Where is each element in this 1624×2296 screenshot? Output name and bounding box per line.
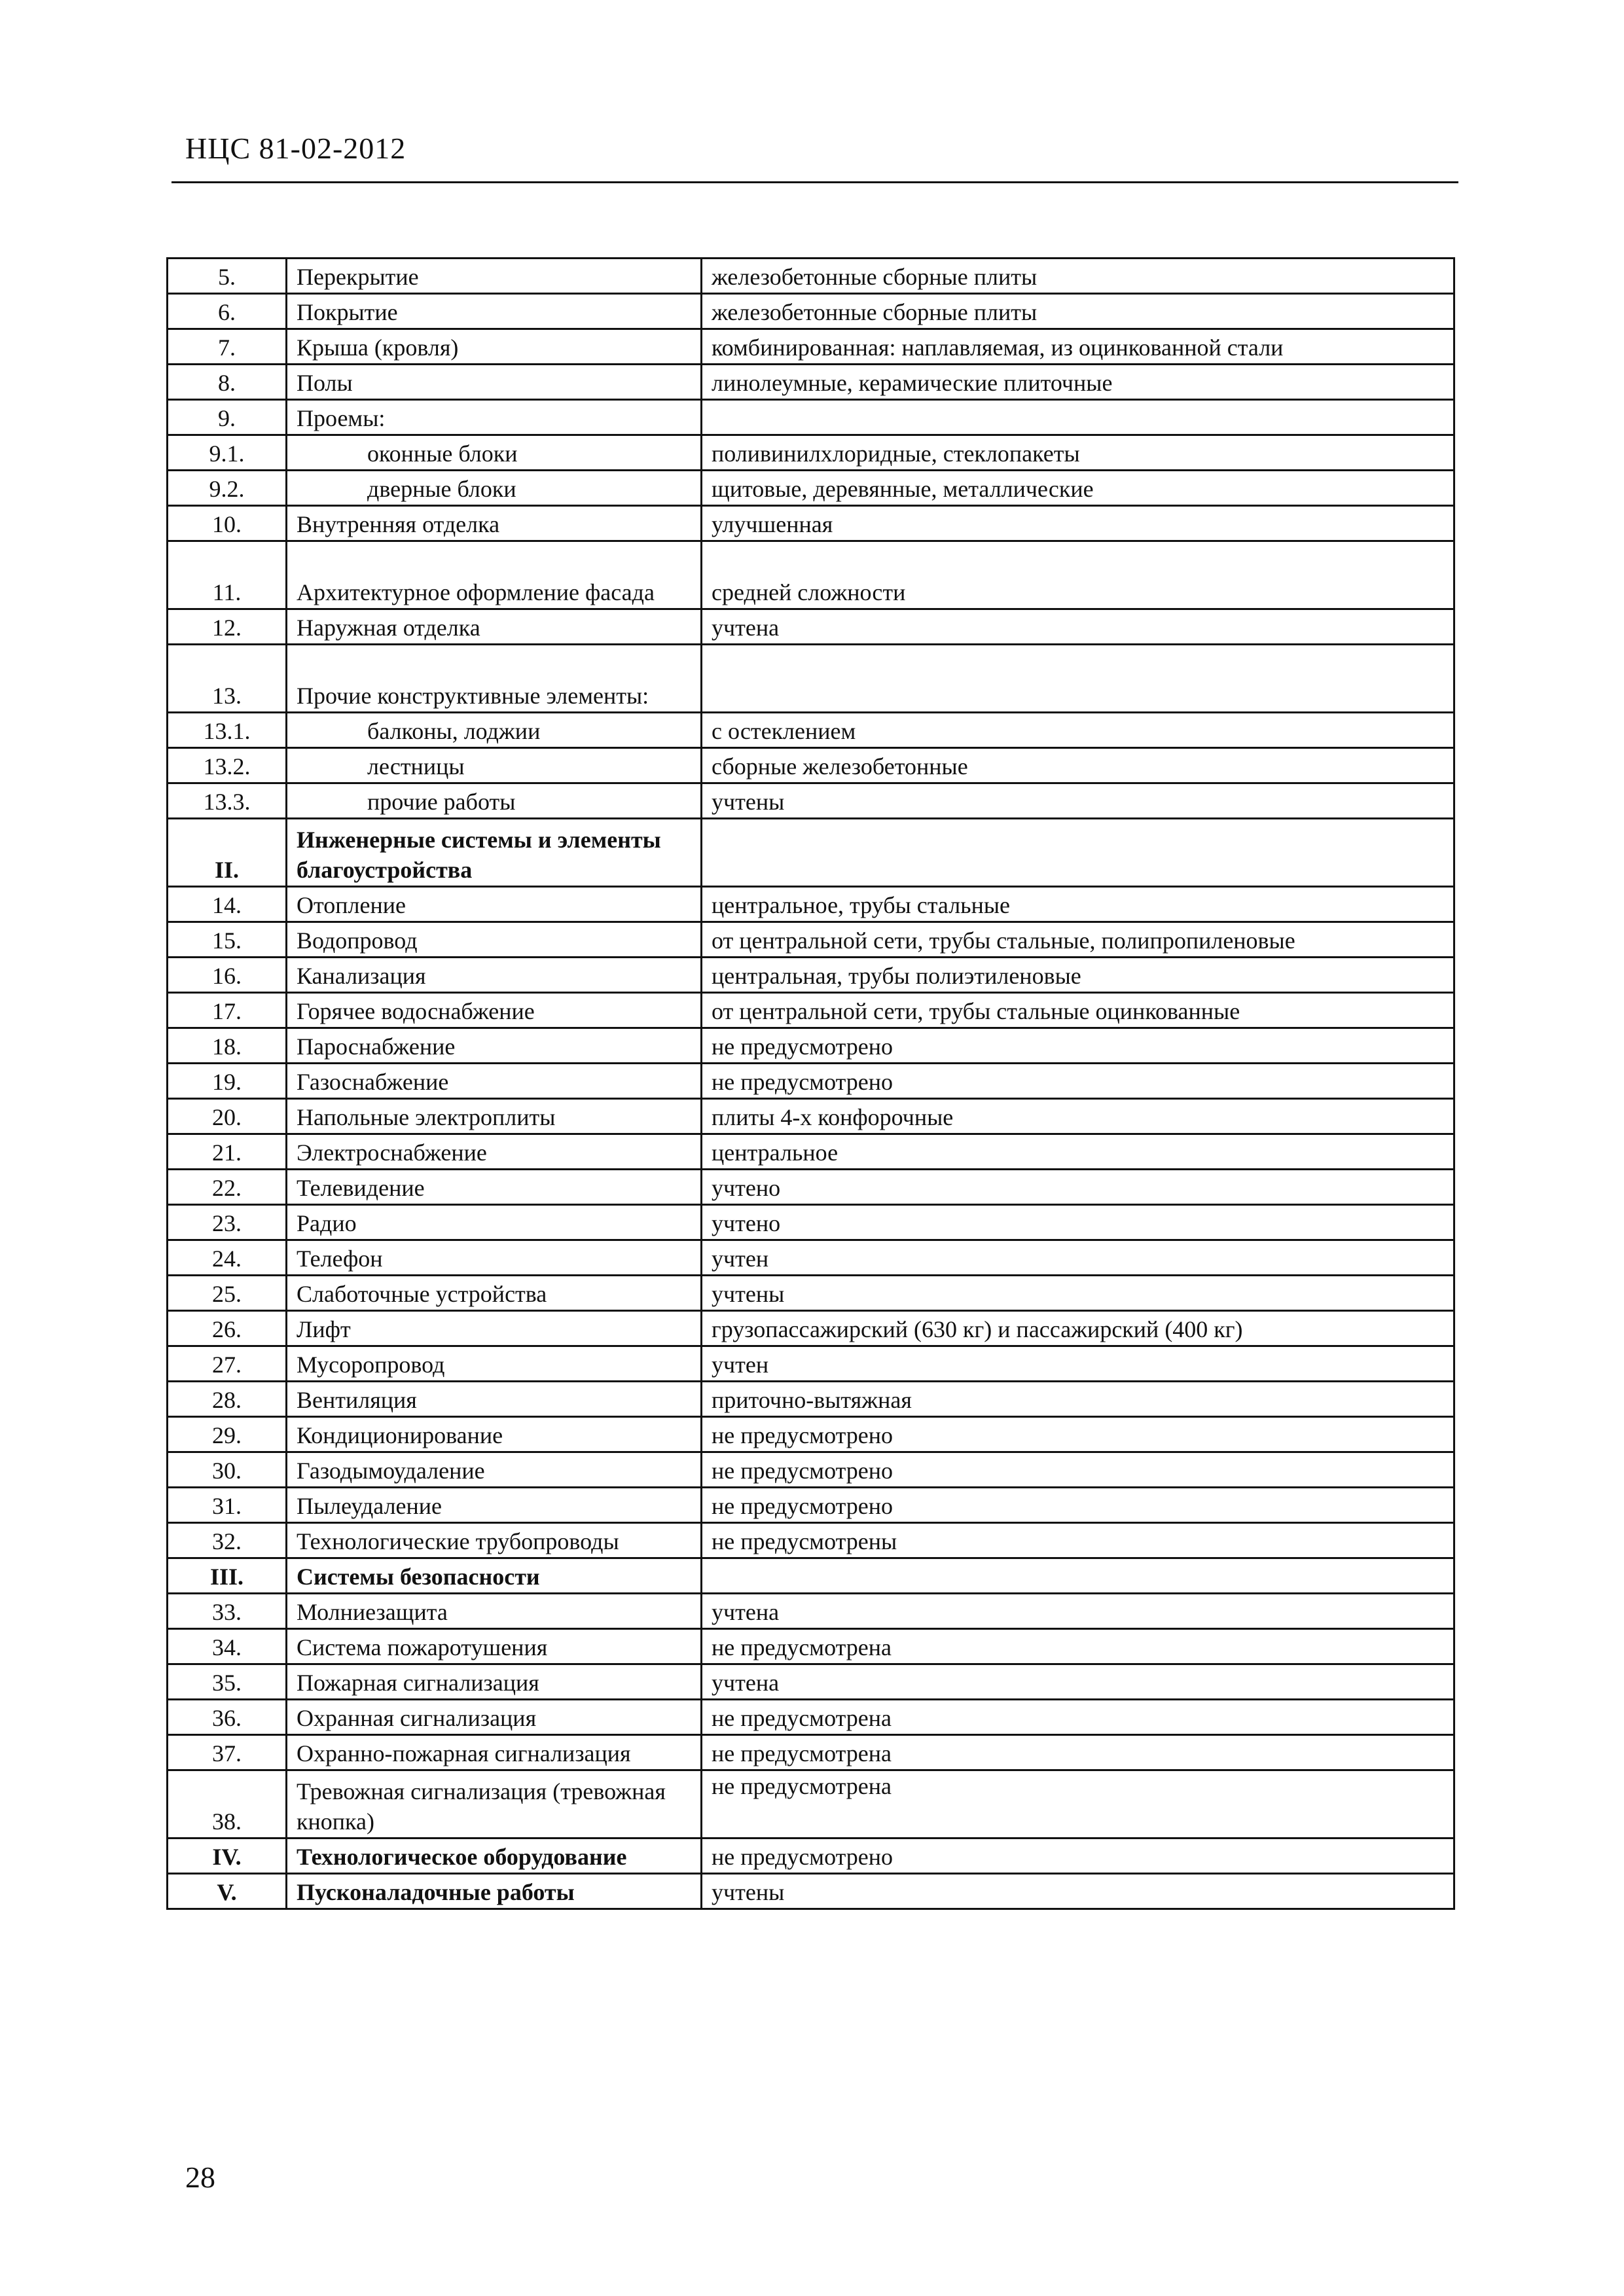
- row-number: 23.: [168, 1205, 287, 1240]
- row-element-value: учтена: [702, 1664, 1454, 1700]
- row-element-value: от центральной сети, трубы стальные, полипропиленовые: [702, 922, 1454, 958]
- row-number: V.: [168, 1874, 287, 1909]
- table-row: [168, 1028, 1454, 1064]
- row-element-name: Технологические трубопроводы: [287, 1523, 702, 1558]
- row-number: 16.: [168, 958, 287, 993]
- row-element-value: центральное: [702, 1134, 1454, 1170]
- row-element-value: не предусмотрена: [702, 1770, 1454, 1839]
- row-number: 26.: [168, 1311, 287, 1346]
- row-element-name: Кондиционирование: [287, 1417, 702, 1452]
- row-element-value: не предусмотрено: [702, 1417, 1454, 1452]
- table-row: [168, 1417, 1454, 1452]
- row-element-value: учтены: [702, 1276, 1454, 1311]
- row-number: 38.: [168, 1770, 287, 1839]
- row-number: 9.2.: [168, 471, 287, 506]
- row-element-name: Радио: [287, 1205, 702, 1240]
- table-row: [168, 1700, 1454, 1735]
- specification-table-body: [168, 259, 1454, 1909]
- row-element-name: Телевидение: [287, 1170, 702, 1205]
- table-row: [168, 1664, 1454, 1700]
- row-number: 27.: [168, 1346, 287, 1382]
- row-number: 35.: [168, 1664, 287, 1700]
- row-element-value: от центральной сети, трубы стальные оцинкованные: [702, 993, 1454, 1028]
- row-element-name: Мусоропровод: [287, 1346, 702, 1382]
- row-element-name: Пароснабжение: [287, 1028, 702, 1064]
- table-row: [168, 783, 1454, 819]
- header-divider: [171, 181, 1458, 183]
- table-row: [168, 435, 1454, 471]
- row-number: 28.: [168, 1382, 287, 1417]
- row-number: 31.: [168, 1488, 287, 1523]
- row-element-value: [702, 819, 1454, 887]
- row-element-name: Слаботочные устройства: [287, 1276, 702, 1311]
- row-number: 13.2.: [168, 748, 287, 783]
- row-element-name: прочие работы: [287, 783, 702, 819]
- row-element-value: центральное, трубы стальные: [702, 887, 1454, 922]
- table-row: [168, 1735, 1454, 1770]
- specification-table: [166, 257, 1455, 1910]
- row-element-value: сборные железобетонные: [702, 748, 1454, 783]
- table-row: [168, 1311, 1454, 1346]
- row-element-name: Полы: [287, 365, 702, 400]
- row-element-name: балконы, лоджии: [287, 713, 702, 748]
- row-number: 14.: [168, 887, 287, 922]
- table-row: [168, 329, 1454, 365]
- row-element-name: Проемы:: [287, 400, 702, 435]
- row-number: 8.: [168, 365, 287, 400]
- row-element-value: улучшенная: [702, 506, 1454, 541]
- row-element-value: не предусмотрена: [702, 1629, 1454, 1664]
- row-number: 32.: [168, 1523, 287, 1558]
- row-element-value: учтена: [702, 609, 1454, 645]
- table-row: [168, 541, 1454, 609]
- row-element-name: Системы безопасности: [287, 1558, 702, 1594]
- table-row: [168, 748, 1454, 783]
- row-element-value: учтен: [702, 1346, 1454, 1382]
- row-element-value: не предусмотрено: [702, 1488, 1454, 1523]
- table-row: [168, 1346, 1454, 1382]
- row-number: 13.1.: [168, 713, 287, 748]
- table-row: [168, 1629, 1454, 1664]
- row-element-value: не предусмотрено: [702, 1839, 1454, 1874]
- row-element-value: плиты 4-х конфорочные: [702, 1099, 1454, 1134]
- row-element-name: Газоснабжение: [287, 1064, 702, 1099]
- row-element-name: Крыша (кровля): [287, 329, 702, 365]
- row-element-value: не предусмотрена: [702, 1700, 1454, 1735]
- table-row: [168, 1382, 1454, 1417]
- row-number: 6.: [168, 294, 287, 329]
- row-element-name: Молниезащита: [287, 1594, 702, 1629]
- row-element-value: учтено: [702, 1170, 1454, 1205]
- row-element-name: Наружная отделка: [287, 609, 702, 645]
- row-element-value: средней сложности: [702, 541, 1454, 609]
- row-element-value: не предусмотрена: [702, 1735, 1454, 1770]
- row-element-value: [702, 400, 1454, 435]
- row-element-value: не предусмотрено: [702, 1452, 1454, 1488]
- row-number: 33.: [168, 1594, 287, 1629]
- table-row: [168, 1558, 1454, 1594]
- row-element-name: Лифт: [287, 1311, 702, 1346]
- row-element-value: поливинилхлоридные, стеклопакеты: [702, 435, 1454, 471]
- row-number: 5.: [168, 259, 287, 294]
- row-element-name: Внутренняя отделка: [287, 506, 702, 541]
- row-number: 11.: [168, 541, 287, 609]
- row-number: 37.: [168, 1735, 287, 1770]
- row-element-name: Напольные электроплиты: [287, 1099, 702, 1134]
- row-element-name: Технологическое оборудование: [287, 1839, 702, 1874]
- row-number: 24.: [168, 1240, 287, 1276]
- row-element-name: Горячее водоснабжение: [287, 993, 702, 1028]
- table-row: [168, 1839, 1454, 1874]
- row-number: 20.: [168, 1099, 287, 1134]
- row-number: 13.: [168, 645, 287, 713]
- table-row: [168, 506, 1454, 541]
- row-element-name: Пылеудаление: [287, 1488, 702, 1523]
- row-element-value: с остеклением: [702, 713, 1454, 748]
- row-element-value: не предусмотрены: [702, 1523, 1454, 1558]
- table-row: [168, 993, 1454, 1028]
- row-element-name: Охранно-пожарная сигнализация: [287, 1735, 702, 1770]
- row-element-value: железобетонные сборные плиты: [702, 259, 1454, 294]
- row-number: 34.: [168, 1629, 287, 1664]
- row-number: 29.: [168, 1417, 287, 1452]
- row-element-value: грузопассажирский (630 кг) и пассажирский (400 кг): [702, 1311, 1454, 1346]
- table-row: [168, 887, 1454, 922]
- table-row: [168, 471, 1454, 506]
- row-number: 18.: [168, 1028, 287, 1064]
- table-row: [168, 1205, 1454, 1240]
- row-element-name: Отопление: [287, 887, 702, 922]
- row-element-value: учтены: [702, 783, 1454, 819]
- row-element-name: лестницы: [287, 748, 702, 783]
- row-element-name: Вентиляция: [287, 1382, 702, 1417]
- row-element-value: щитовые, деревянные, металлические: [702, 471, 1454, 506]
- row-element-name: Система пожаротушения: [287, 1629, 702, 1664]
- table-row: [168, 1099, 1454, 1134]
- table-row: [168, 294, 1454, 329]
- row-element-name: Инженерные системы и элементы благоустройства: [287, 819, 702, 887]
- row-element-name: Архитектурное оформление фасада: [287, 541, 702, 609]
- row-element-name: Прочие конструктивные элементы:: [287, 645, 702, 713]
- row-number: 12.: [168, 609, 287, 645]
- table-row: [168, 1276, 1454, 1311]
- row-number: 15.: [168, 922, 287, 958]
- row-element-name: Водопровод: [287, 922, 702, 958]
- row-element-name: Перекрытие: [287, 259, 702, 294]
- row-number: 22.: [168, 1170, 287, 1205]
- row-number: 17.: [168, 993, 287, 1028]
- row-element-value: [702, 1558, 1454, 1594]
- row-element-name: Покрытие: [287, 294, 702, 329]
- row-number: II.: [168, 819, 287, 887]
- row-element-name: Пожарная сигнализация: [287, 1664, 702, 1700]
- table-row: [168, 400, 1454, 435]
- row-number: 21.: [168, 1134, 287, 1170]
- row-element-value: не предусмотрено: [702, 1028, 1454, 1064]
- row-number: 7.: [168, 329, 287, 365]
- table-row: [168, 645, 1454, 713]
- row-number: 10.: [168, 506, 287, 541]
- row-number: 36.: [168, 1700, 287, 1735]
- page-number: 28: [185, 2161, 215, 2194]
- row-element-value: линолеумные, керамические плиточные: [702, 365, 1454, 400]
- row-element-name: Канализация: [287, 958, 702, 993]
- row-element-name: Газодымоудаление: [287, 1452, 702, 1488]
- row-number: 25.: [168, 1276, 287, 1311]
- table-row: [168, 1064, 1454, 1099]
- row-number: IV.: [168, 1839, 287, 1874]
- row-element-name: Тревожная сигнализация (тревожная кнопка): [287, 1770, 702, 1839]
- row-element-value: учтено: [702, 1205, 1454, 1240]
- row-element-value: приточно-вытяжная: [702, 1382, 1454, 1417]
- table-row: [168, 1240, 1454, 1276]
- table-row: [168, 1488, 1454, 1523]
- table-row: [168, 1770, 1454, 1839]
- row-number: 19.: [168, 1064, 287, 1099]
- row-number: III.: [168, 1558, 287, 1594]
- table-row: [168, 1134, 1454, 1170]
- table-row: [168, 922, 1454, 958]
- table-row: [168, 1594, 1454, 1629]
- row-element-value: железобетонные сборные плиты: [702, 294, 1454, 329]
- row-number: 13.3.: [168, 783, 287, 819]
- row-element-name: Электроснабжение: [287, 1134, 702, 1170]
- row-element-value: комбинированная: наплавляемая, из оцинкованной стали: [702, 329, 1454, 365]
- table-row: [168, 259, 1454, 294]
- row-element-name: дверные блоки: [287, 471, 702, 506]
- document-code: НЦС 81-02-2012: [185, 132, 406, 165]
- row-element-value: не предусмотрено: [702, 1064, 1454, 1099]
- table-row: [168, 1874, 1454, 1909]
- table-row: [168, 1452, 1454, 1488]
- row-element-name: Телефон: [287, 1240, 702, 1276]
- row-number: 30.: [168, 1452, 287, 1488]
- row-element-value: учтены: [702, 1874, 1454, 1909]
- row-element-value: [702, 645, 1454, 713]
- row-element-name: Охранная сигнализация: [287, 1700, 702, 1735]
- table-row: [168, 819, 1454, 887]
- table-row: [168, 1170, 1454, 1205]
- table-row: [168, 713, 1454, 748]
- table-row: [168, 958, 1454, 993]
- table-row: [168, 609, 1454, 645]
- row-element-value: центральная, трубы полиэтиленовые: [702, 958, 1454, 993]
- row-element-value: учтена: [702, 1594, 1454, 1629]
- row-element-name: Пусконаладочные работы: [287, 1874, 702, 1909]
- row-element-value: учтен: [702, 1240, 1454, 1276]
- table-row: [168, 365, 1454, 400]
- table-row: [168, 1523, 1454, 1558]
- row-number: 9.: [168, 400, 287, 435]
- row-element-name: оконные блоки: [287, 435, 702, 471]
- row-number: 9.1.: [168, 435, 287, 471]
